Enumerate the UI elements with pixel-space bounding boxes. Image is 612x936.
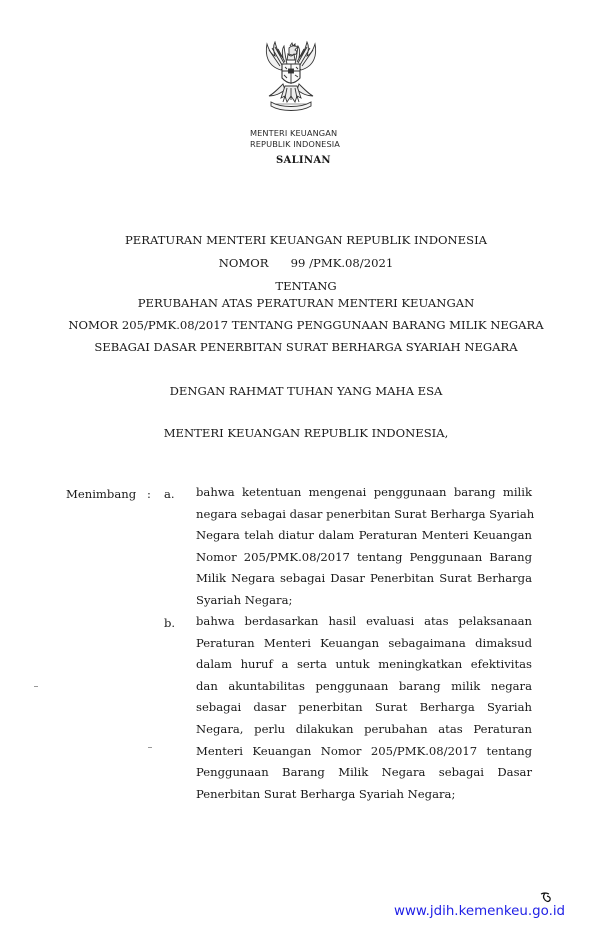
regulation-number	[0, 256, 612, 270]
menimbang-label: Menimbang	[66, 487, 137, 501]
paragraph-line: bahwa berdasarkan hasil evaluasi atas pelaksanaan	[196, 614, 532, 628]
paragraph-line: sebagai dasar penerbitan Surat Berharga Syariah	[196, 700, 532, 715]
copy-label: SALINAN	[276, 155, 331, 166]
subject-line-2: NOMOR 205/PMK.08/2017 TENTANG PENGGUNAAN BARANG MILIK NEGARA	[68, 318, 544, 332]
paragraph-line: dalam huruf a serta untuk meningkatkan efektivitas	[196, 657, 532, 672]
jdih-website-link[interactable]: www.jdih.kemenkeu.go.id	[394, 904, 566, 919]
paragraph-line: Milik Negara sebagai Dasar Penerbitan Surat Berharga	[196, 571, 532, 586]
invocation: DENGAN RAHMAT TUHAN YANG MAHA ESA	[169, 384, 443, 398]
tentang-heading: TENTANG	[275, 279, 337, 293]
letterhead-ministry: MENTERI KEUANGAN	[250, 128, 338, 138]
considering-item-a	[196, 482, 535, 612]
letterhead	[250, 128, 370, 150]
paragraph-line: dan akuntabilitas penggunaan barang milik negara	[196, 678, 532, 693]
regulation-title: PERATURAN MENTERI KEUANGAN REPUBLIK INDONESIA	[124, 233, 488, 247]
paragraph-line: negara sebagai dasar penerbitan Surat Berharga Syariah	[196, 506, 535, 521]
item-letter-b: b.	[164, 616, 176, 630]
menimbang-colon: :	[147, 487, 151, 501]
nomor-gap	[269, 256, 291, 270]
subject-line-3: SEBAGAI DASAR PENERBITAN SURAT BERHARGA SYARIAH NEGARA	[94, 340, 518, 354]
letterhead-country: REPUBLIK INDONESIA	[250, 139, 340, 149]
considering-item-b	[196, 611, 532, 805]
paragraph-line: Penggunaan Barang Milik Negara sebagai Dasar	[196, 765, 532, 780]
paragraph-line: Menteri Keuangan Nomor 205/PMK.08/2017 tentang	[196, 743, 532, 758]
paraf-initial-icon	[539, 891, 553, 905]
scan-speck	[34, 686, 38, 687]
scan-speck	[148, 747, 152, 748]
paragraph-line: Syariah Negara;	[196, 592, 293, 607]
paragraph-line: bahwa ketentuan mengenai penggunaan barang milik	[196, 485, 532, 499]
issuer: MENTERI KEUANGAN REPUBLIK INDONESIA,	[163, 426, 449, 440]
paragraph-line: Penerbitan Surat Berharga Syariah Negara;	[196, 786, 456, 801]
paragraph-line: Negara telah diatur dalam Peraturan Menteri Keuangan	[196, 528, 532, 543]
paragraph-line: Negara, perlu dilakukan perubahan atas Peraturan	[196, 721, 532, 736]
item-letter-a: a.	[164, 487, 175, 501]
garuda-emblem-icon	[263, 40, 319, 122]
nomor-label: NOMOR	[218, 256, 269, 270]
paragraph-line: Peraturan Menteri Keuangan sebagaimana dimaksud	[196, 635, 532, 650]
paragraph-line: Nomor 205/PMK.08/2017 tentang Penggunaan Barang	[196, 549, 532, 564]
nomor-value: 99 /PMK.08/2021	[290, 256, 394, 270]
subject-line-1: PERUBAHAN ATAS PERATURAN MENTERI KEUANGAN	[137, 296, 475, 310]
